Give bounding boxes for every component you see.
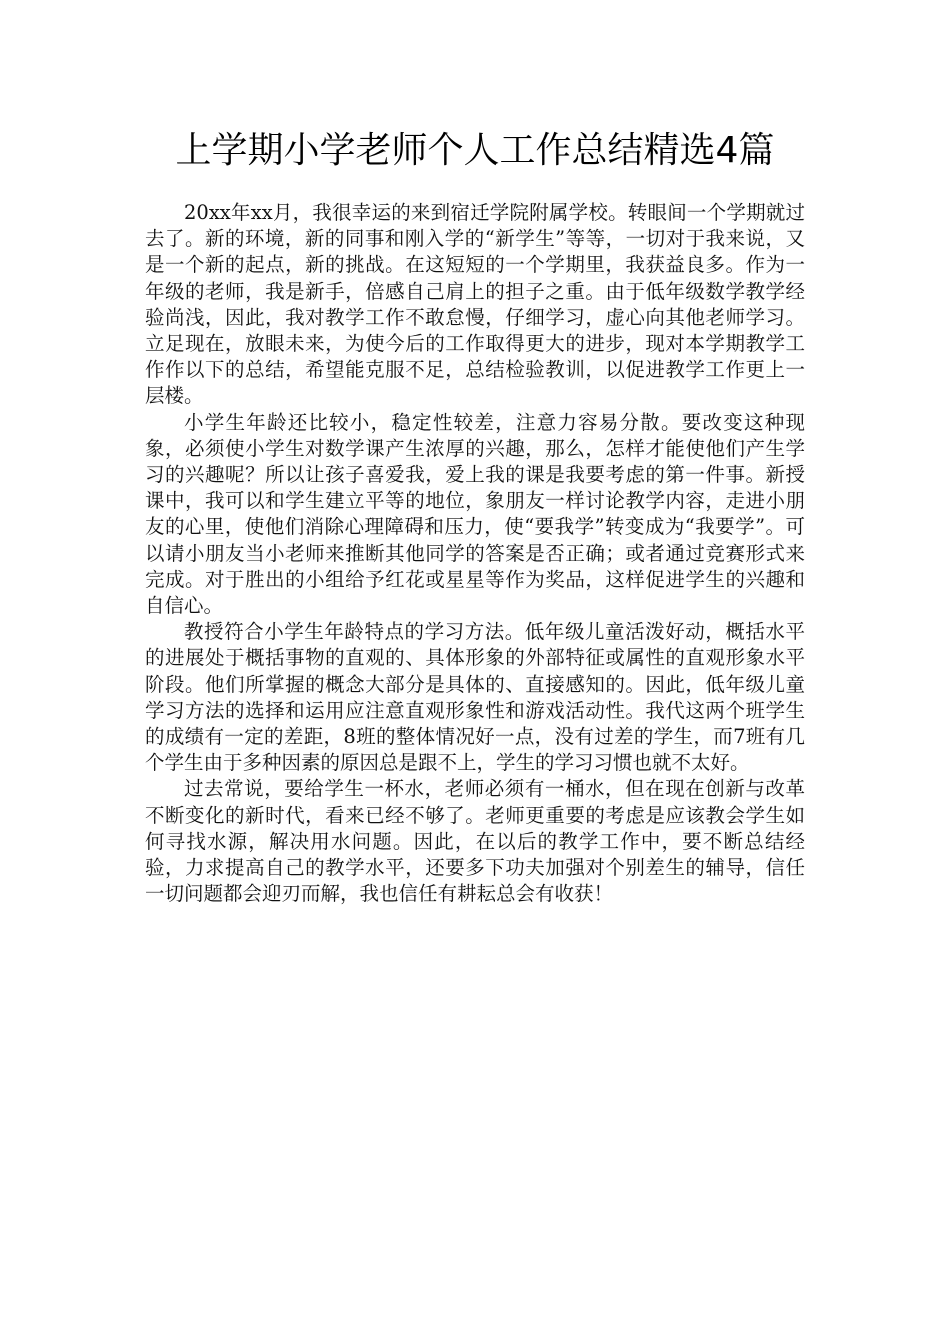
document-title: 上学期小学老师个人工作总结精选4篇 [175, 130, 775, 171]
paragraph-3: 教授符合小学生年龄特点的学习方法。低年级儿童活泼好动，概括水平的进展处于概括事物的直观的、具体形象的外部特征或属性的直观形象水平阶段。他们所掌握的概念大部分是具体的、直接感知的。因此，低年级儿童学习方法的选择和运用应注意直观形象性和游戏活动性。我代这两个班学生的成绩有一定的差距，8班的整体情况好一点，没有过差的学生，而7班有几个学生由于多种因素的原因总是跟不上，学生的学习习惯也就不太好。 [145, 620, 805, 775]
paragraph-1: 20xx年xx月，我很幸运的来到宿迁学院附属学校。转眼间一个学期就过去了。新的环境，新的同事和刚入学的“新学生”等等，一切对于我来说，又是一个新的起点，新的挑战。在这短短的一个学期里，我获益良多。作为一年级的老师，我是新手，倍感自己肩上的担子之重。由于低年级数学教学经验尚浅，因此，我对教学工作不敢怠慢，仔细学习，虚心向其他老师学习。立足现在，放眼未来，为使今后的工作取得更大的进步，现对本学期教学工作作以下的总结，希望能克服不足，总结检验教训，以促进教学工作更上一层楼。 [145, 201, 805, 408]
document-body [145, 200, 805, 907]
paragraph-4: 过去常说，要给学生一杯水，老师必须有一桶水，但在现在创新与改革不断变化的新时代，看来已经不够了。老师更重要的考虑是应该教会学生如何寻找水源，解决用水问题。因此，在以后的教学工作中，要不断总结经验，力求提高自己的教学水平，还要多下功夫加强对个别差生的辅导，信任一切问题都会迎刃而解，我也信任有耕耘总会有收获！ [145, 777, 805, 906]
paragraph-2: 小学生年龄还比较小，稳定性较差，注意力容易分散。要改变这种现象，必须使小学生对数学课产生浓厚的兴趣，那么，怎样才能使他们产生学习的兴趣呢？所以让孩子喜爱我，爱上我的课是我要考虑的第一件事。新授课中，我可以和学生建立平等的地位，象朋友一样讨论教学内容，走进小朋友的心里，使他们消除心理障碍和压力，使“要我学”转变成为“我要学”。可以请小朋友当小老师来推断其他同学的答案是否正确；或者通过竞赛形式来完成。对于胜出的小组给予红花或星星等作为奖品，这样促进学生的兴趣和自信心。 [145, 410, 805, 618]
